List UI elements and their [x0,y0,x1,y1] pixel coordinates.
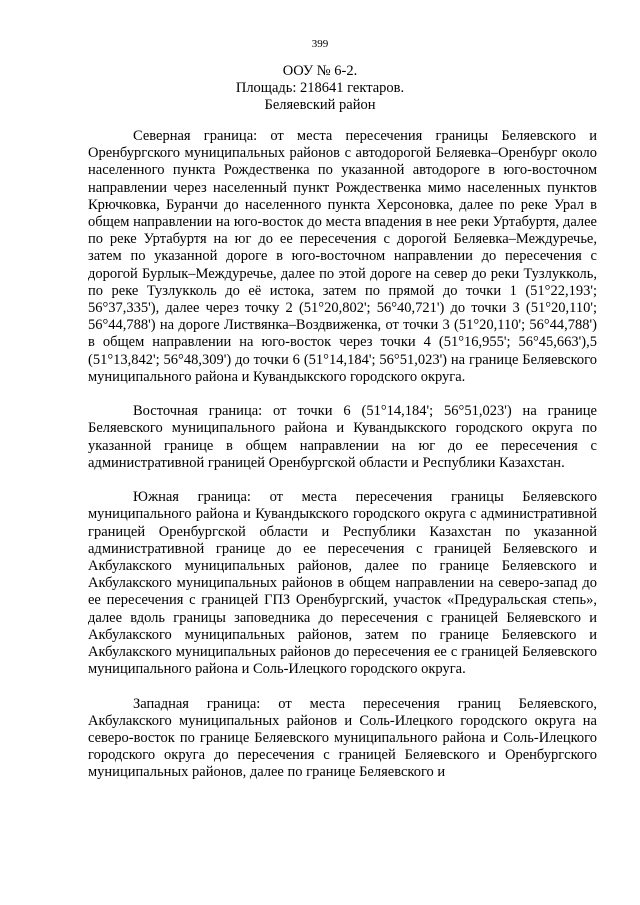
paragraph-north-border: Северная граница: от места пересечения границы Беляевского и Оренбургского муниципальных районов с автодорогой Беляевка–Оренбург около населенного пункта Рождественка по указанной автодороге в юго-восточном направлении через населенный пункт Рождественка мимо населенных пунктов Крючковка, Буранчи до населенного пункта Херсоновка, далее по реке Урал в общем направлении на юго-восток до места впадения в нее реки Уртабуртя, далее по реке Уртабуртя на юг до ее пересечения с дорогой Беляевка–Междуречье, затем по указанной дороге в юго-восточном направлении до пересечения с дорогой Бурлык–Междуречье, далее по этой дороге на север до реки Тузлукколь, по реке Тузлукколь до её истока, затем по прямой до точки 1 (51°22,193'; 56°37,335'), далее через точку 2 (51°20,802'; 56°40,721') до точки 3 (51°20,110'; 56°44,788') на дороге Листвянка–Воздвиженка, от точки 3 (51°20,110'; 56°44,788') в общем направлении на юго-восток через точки 4 (51°16,955'; 56°45,663'),5 (51°13,842'; 56°48,309') до точки 6 (51°14,184'; 56°51,023') на границе Беляевского муниципального района и Кувандыкского городского округа. [88,128,597,385]
paragraph-east-border: Восточная граница: от точки 6 (51°14,184'; 56°51,023') на границе Беляевского муниципального района и Кувандыкского городского округа по указанной границе в общем направлении на юг до ее пересечения с административной границей Оренбургской области и Республики Казахстан. [88,403,597,471]
document-header [0,63,640,114]
paragraph-south-border: Южная граница: от места пересечения границы Беляевского муниципального района и Кувандыкского городского округа с административной границей Оренбургской области и Республики Казахстан по указанной административной границе до ее пересечения с границей Беляевского и Акбулакского муниципальных районов, далее по границе Беляевского и Акбулакского муниципальных районов в общем направлении на северо-запад до ее пересечения с границей ГПЗ Оренбургский, участок «Предуральская степь», далее вдоль границы заповедника до пересечения с границей Беляевского и Акбулакского муниципальных районов, затем по границе Беляевского и Акбулакского муниципальных районов до пересечения ее с границей Беляевского муниципального района и Соль-Илецкого городского округа. [88,489,597,678]
page-number: 399 [311,38,329,50]
district-line: Беляевский район [264,97,376,113]
paragraph-west-border: Западная граница: от места пересечения границ Беляевского, Акбулакского муниципальных районов и Соль-Илецкого городского округа на северо-восток по границе Беляевского муниципального района и Соль-Илецкого городского округа до пересечения с границей Беляевского и Оренбургского муниципальных районов, далее по границе Беляевского и [88,695,597,781]
document-body [88,128,597,799]
document-title: ООУ № 6-2. [282,63,358,79]
area-line: Площадь: 218641 гектаров. [235,80,405,96]
